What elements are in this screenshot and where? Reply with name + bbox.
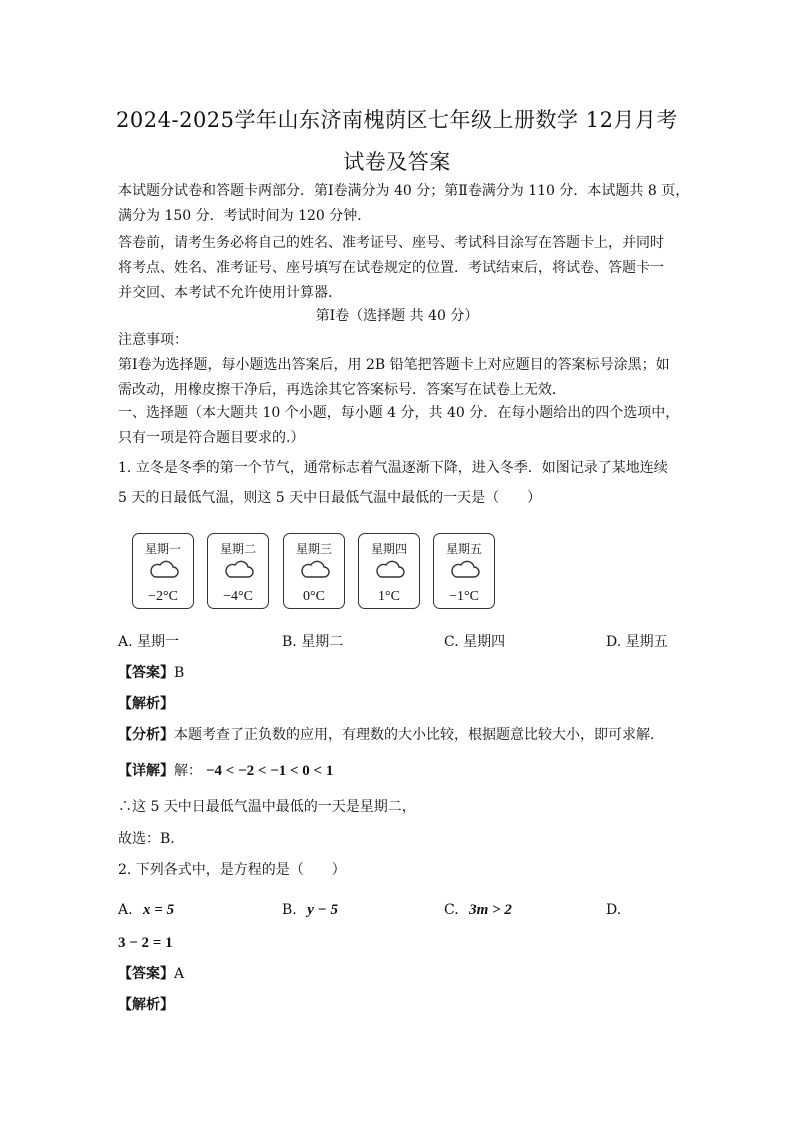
question-1-analysis-label: 【解析】 [118,696,174,712]
section-title: 第Ⅰ卷（选择题 共 40 分） [315,308,479,324]
cloud-icon [449,558,481,580]
detail-label: 【详解】 [118,763,174,779]
weather-card-day: 星期一 [144,542,181,556]
intro-line: 并交回、本考试不允许使用计算器． [118,285,342,301]
weather-card-thursday [358,533,420,609]
weather-card-day: 星期三 [295,542,332,556]
question-1-stem: 5 天的日最低气温，则这 5 天中日最低气温中最低的一天是（ ） [118,490,542,506]
weather-card-temp: 1°C [378,589,400,604]
question-2-analysis-label: 【解析】 [118,997,174,1013]
notes-heading: 注意事项： [118,332,188,348]
answer-value: B [174,665,185,681]
weather-card-wednesday [283,533,345,609]
weather-card-friday [433,533,495,609]
option-math: 3 − 2 = 1 [118,935,173,951]
detail-math: −4 < −2 < −1 < 0 < 1 [206,763,334,779]
cloud-icon [374,558,406,580]
question-2-option-d [606,900,621,920]
question-1-stem: 1. 立冬是冬季的第一个节气，通常标志着气温逐渐下降，进入冬季．如图记录了某地连续 [118,460,668,476]
option-label: D. [606,902,622,918]
question-1-detail [118,761,333,781]
notes-line: 第Ⅰ卷为选择题，每小题选出答案后，用 2B 铅笔把答题卡上对应题目的答案标号涂黑；如 [118,357,670,373]
analysis-label: 【分析】 [118,727,174,743]
cloud-icon [223,558,255,580]
answer-value: A [174,966,185,982]
weather-card-temp: −2°C [148,589,178,604]
notes-line: 需改动，用橡皮擦干净后，再选涂其它答案标号．答案写在试卷上无效． [118,382,566,398]
document-title-line-1: 2024-2025学年山东济南槐荫区七年级上册数学 12月月考 [116,108,678,132]
weather-card-temp: 0°C [303,589,325,604]
weather-card-day: 星期二 [219,542,256,556]
document-title-line-2: 试卷及答案 [343,150,451,174]
question-1-option-d: D. 星期五 [606,634,668,650]
intro-line: 答卷前，请考生务必将自己的姓名、准考证号、座号、考试科目涂写在答题卡上，并同时 [118,235,664,251]
analysis-text: 本题考查了正负数的应用，有理数的大小比较，根据题意比较大小，即可求解． [174,727,664,743]
question-1-option-b: B. 星期二 [282,634,344,650]
intro-line: 本试题分试卷和答题卡两部分．第Ⅰ卷满分为 40 分；第Ⅱ卷满分为 110 分．本试题共 8 页， [118,183,690,199]
detail-prefix: 解： [174,763,202,779]
question-2-option-d-math [118,933,173,953]
weather-card-day: 星期四 [370,542,407,556]
question-2-option-b [282,900,338,920]
option-label: C. [444,902,459,918]
option-label: B. [282,902,297,918]
question-1-option-a: A. 星期一 [118,634,180,650]
weather-card-monday [132,533,194,609]
weather-card-day: 星期五 [445,542,482,556]
option-math: x = 5 [143,902,175,918]
notes-line: 只有一项是符合题目要求的.） [118,430,305,446]
option-math: y − 5 [307,902,338,918]
intro-line: 满分为 150 分．考试时间为 120 分钟． [118,208,372,224]
question-1-option-c: C. 星期四 [444,634,506,650]
weather-card-temp: −1°C [449,589,479,604]
cloud-icon [299,558,331,580]
answer-label: 【答案】 [118,665,174,681]
question-1-choose: 故选：B． [118,831,185,847]
question-1-analysis [118,725,664,745]
question-1-answer [118,663,184,683]
question-2-option-a [118,900,174,920]
answer-label: 【答案】 [118,966,174,982]
question-2-stem: 2. 下列各式中，是方程的是（ ） [118,862,346,878]
question-2-answer [118,964,184,984]
question-2-option-c [444,900,512,920]
notes-line: 一、选择题（本大题共 10 个小题，每小题 4 分，共 40 分．在每小题给出的四个选项中， [118,405,680,421]
cloud-icon [148,558,180,580]
intro-line: 将考点、姓名、准考证号、座号填写在试卷规定的位置．考试结束后，将试卷、答题卡一 [118,260,664,276]
question-1-conclusion: ∴这 5 天中日最低气温中最低的一天是星期二， [118,799,416,815]
weather-card-temp: −4°C [223,589,253,604]
option-label: A. [118,902,133,918]
option-math: 3m > 2 [469,902,512,918]
weather-card-tuesday [207,533,269,609]
